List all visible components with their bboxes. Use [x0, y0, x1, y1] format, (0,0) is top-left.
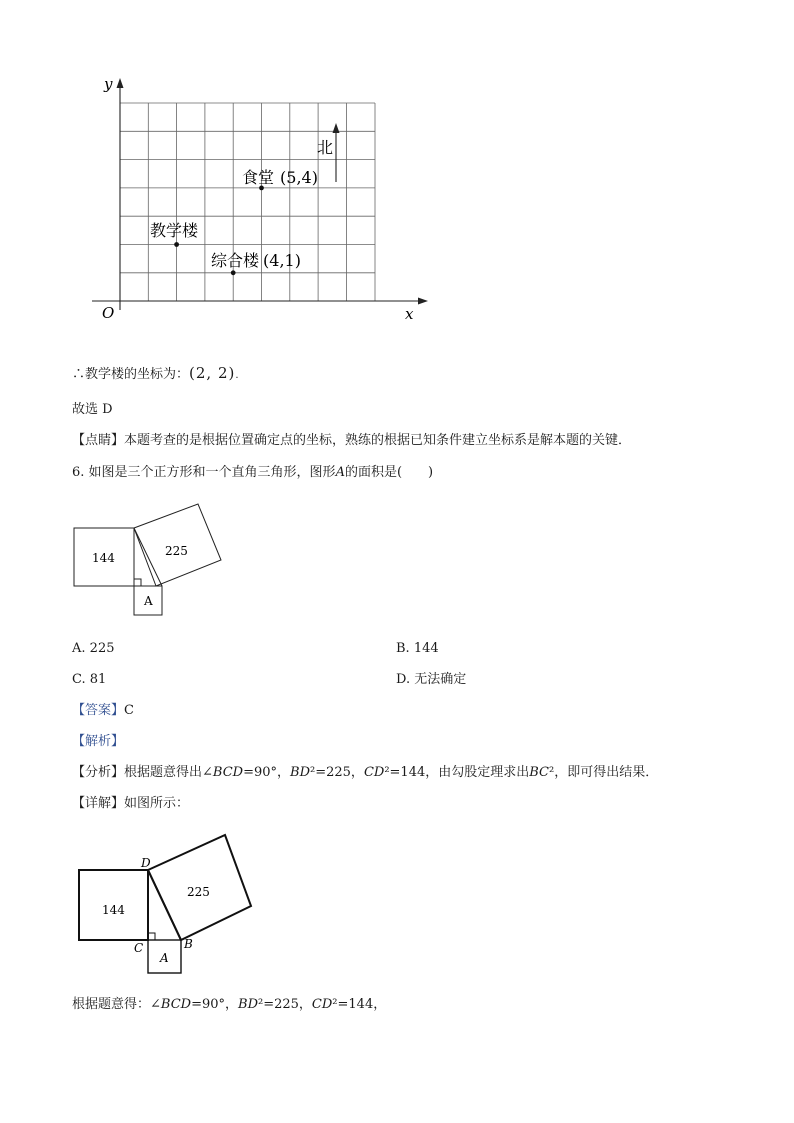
vertex-b-label: B: [184, 937, 193, 951]
square-144-label: 144: [102, 903, 125, 917]
option-c-text: 81: [89, 672, 107, 687]
question-text-after: 的面积是( ): [344, 465, 434, 480]
square-a-label: A: [160, 951, 169, 965]
final-cd: CD: [311, 997, 333, 1012]
final-text-1: 根据题意得：∠: [72, 997, 161, 1012]
option-d: [396, 671, 466, 689]
option-b: [396, 640, 439, 658]
fenxi-cd: CD: [363, 765, 385, 780]
y-axis-label: y: [104, 75, 113, 93]
fenxi-bc: BC: [529, 765, 549, 780]
answer-tag: 【答案】: [72, 703, 125, 718]
conclusion-prefix: ∴教学楼的坐标为：: [72, 367, 190, 382]
conclusion-line: [72, 364, 239, 385]
comment-text: 本题考查的是根据位置确定点的坐标，熟练的根据已知条件建立坐标系是解本题的关键．: [124, 433, 632, 448]
option-d-letter: D.: [396, 672, 411, 687]
option-b-text: 144: [413, 641, 439, 656]
coordinate-grid-figure: [70, 70, 440, 330]
fenxi-text-5: ²，即可得出结果．: [548, 765, 659, 780]
north-label: 北: [317, 138, 334, 157]
answer-line: [72, 702, 134, 720]
x-axis-label: x: [405, 305, 414, 323]
xiangjie-text: 如图所示：: [124, 796, 190, 811]
point-complex-building-label: 综合楼 (4,1): [211, 251, 301, 270]
right-angle-mark: [134, 579, 141, 586]
conclusion-coord: (2, 2): [189, 364, 236, 382]
point-teaching-building-label: 教学楼: [150, 221, 199, 240]
fenxi-text-1: 根据题意得出∠: [124, 765, 213, 780]
fenxi-line: [72, 764, 658, 782]
option-c: [72, 671, 106, 689]
point-canteen-label: 食堂 (5,4): [242, 168, 318, 187]
question-number: 6.: [72, 465, 85, 480]
final-text-4: ²=144，: [332, 997, 387, 1012]
north-arrow-icon: [333, 123, 340, 133]
question-var: A: [335, 465, 345, 480]
question-text-before: 如图是三个正方形和一个直角三角形，图形: [88, 465, 336, 480]
point-teaching-building: [174, 242, 179, 247]
right-angle-mark: [148, 933, 155, 940]
final-bcd: BCD: [160, 997, 192, 1012]
option-a: [72, 640, 115, 658]
vertex-d-label: D: [141, 856, 151, 870]
hypotenuse: [134, 528, 162, 586]
squares-figure-1: [70, 500, 230, 620]
analysis-tag: 【解析】: [72, 734, 125, 749]
answer-text: C: [124, 703, 134, 718]
squares-figure-2: [70, 830, 270, 980]
final-text-2: =90°，: [191, 997, 239, 1012]
fenxi-bd: BD: [290, 765, 311, 780]
square-225-label: 225: [187, 885, 210, 899]
final-bd: BD: [238, 997, 258, 1012]
fenxi-text-2: =90°，: [243, 765, 291, 780]
xiangjie-tag: 【详解】: [72, 796, 125, 811]
option-a-letter: A.: [72, 641, 86, 656]
square-144-label: 144: [92, 551, 115, 565]
fenxi-bcd: BCD: [212, 765, 244, 780]
choose-line: 故选 D: [72, 402, 113, 417]
north-arrow: [317, 123, 340, 182]
x-axis-arrow-icon: [418, 298, 428, 305]
xiangjie-line: [72, 795, 189, 813]
axes: [92, 84, 420, 310]
final-line: [72, 996, 386, 1014]
point-complex-building: [231, 270, 236, 275]
fenxi-tag: 【分析】: [72, 765, 125, 780]
hypotenuse: [148, 870, 181, 940]
option-c-letter: C.: [72, 672, 86, 687]
square-a-label: A: [144, 594, 153, 608]
question-line: [72, 464, 433, 482]
option-b-letter: B.: [396, 641, 410, 656]
option-a-text: 225: [89, 641, 115, 656]
origin-label: O: [102, 304, 115, 322]
fenxi-text-4: ²=144，由勾股定理求出: [384, 765, 530, 780]
comment-tag: 【点睛】: [72, 433, 125, 448]
option-d-text: 无法确定: [414, 672, 467, 687]
square-225-label: 225: [165, 544, 188, 558]
vertex-c-label: C: [134, 941, 144, 955]
fenxi-text-3: ²=225，: [310, 765, 364, 780]
conclusion-suffix: .: [235, 370, 239, 381]
final-text-3: ²=225，: [258, 997, 312, 1012]
y-axis-arrow-icon: [117, 78, 124, 88]
comment-line: [72, 432, 631, 450]
